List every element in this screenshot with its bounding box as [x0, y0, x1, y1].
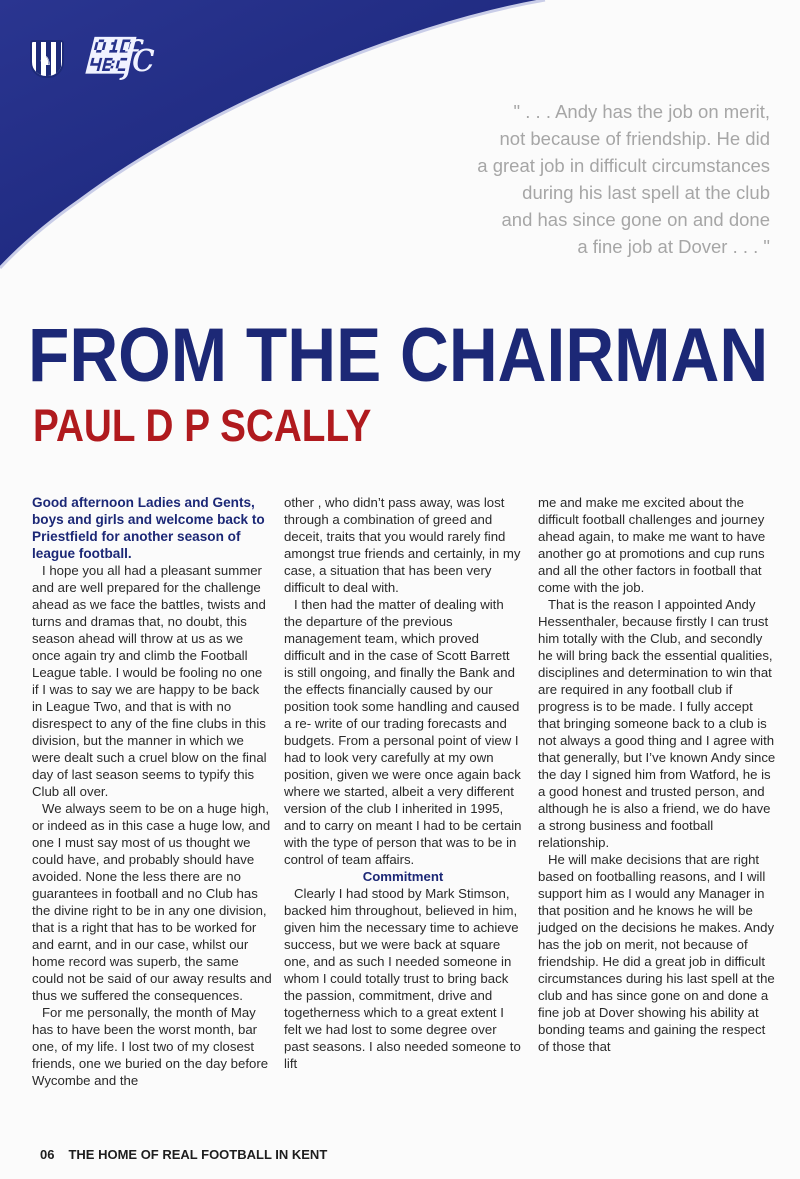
pull-quote-line: " . . . Andy has the job on merit, — [513, 101, 770, 122]
club-monogram-logo: 𝒼fc — [86, 32, 150, 81]
article-column-3 — [538, 494, 778, 1055]
article-paragraph: me and make me excited about the difficult football challenges and journey ahead again, to make me want to have another go at promotions and cup runs and all the other factors in football that come with the job. — [538, 495, 766, 595]
article-column-1 — [32, 494, 272, 1089]
club-crest-icon — [30, 40, 64, 78]
page-number: 06 — [40, 1147, 55, 1162]
article-paragraph: I hope you all had a pleasant summer and are well prepared for the challenge ahead as we face the battles, twists and turns and dramas that, no doubt, this season ahead will throw at us as we once again try and climb the Football League table. I would be fooling no one if I was to say we are happy to be back in League Two, and that is with no disrespect to any of the fine clubs in this division, but the manner in which we were dealt such a cruel blow on the final day of last season seems to typify this Club all over. — [32, 563, 267, 799]
pull-quote-line: a great job in difficult circumstances — [477, 155, 770, 176]
pull-quote-line: during his last spell at the club — [522, 182, 770, 203]
horse-crest-icon: ♞ — [38, 50, 53, 69]
article-paragraph: Clearly I had stood by Mark Stimson, backed him throughout, believed in him, given him the necessary time to achieve success, but we were back at square one, and as such I needed someone in whom I could totally trust to bring back the passion, commitment, drive and togetherness which to a great extent I felt we had lost to some degree over past seasons. I also needed someone to lift — [284, 886, 521, 1071]
article-paragraph: other , who didn’t pass away, was lost through a combination of greed and deceit, traits that you would rarely find amongst true friends and certainly, in my case, a situation that has been very difficult to deal with. — [284, 495, 521, 595]
page-footer — [40, 1147, 327, 1162]
article-paragraph: I then had the matter of dealing with the departure of the previous management team, which proved difficult and in the case of Scott Barrett is still ongoing, and finally the Bank and the effects financially caused by our position took some handling and caused a re- write of our trading forecasts and budgets. From a personal point of view I had to look very carefully at my own position, given we were once again back where we started, albeit a very different version of the club I inherited in 1995, and to carry on meant I had to be certain with the type of person that was to be in control of team affairs. — [284, 597, 522, 867]
article-paragraph: For me personally, the month of May has to have been the worst month, bar one, of my life. I lost two of my closest friends, one we buried on the day before Wycombe and the — [32, 1005, 269, 1088]
pull-quote-line: not because of friendship. He did — [499, 128, 770, 149]
article-column-2 — [284, 494, 522, 1072]
article-paragraph: We always seem to be on a huge high, or indeed as in this case a huge low, and one I must say most of us thought we could have, and probably should have avoided. None the less there are no guarantees in football and no Club has the divine right to be in any one division, that is a right that has to be worked for and earnt, and in our case, whilst our home record was superb, the same could not be said of our away results and thus we suffered the consequences. — [32, 801, 272, 1003]
footer-tagline: THE HOME OF REAL FOOTBALL IN KENT — [68, 1147, 328, 1162]
article-paragraph: He will make decisions that are right based on footballing reasons, and I will support him as I would any Manager in that position and he knows he will be judged on the decisions he makes. Andy has the job on merit, not because of friendship. He did a great job in difficult circumstances during his last spell at the club and has since gone on and done a fine job at Dover showing his ability at bonding teams and gaining the respect of those that — [538, 852, 775, 1054]
pull-quote — [350, 98, 770, 260]
article-paragraph: That is the reason I appointed Andy Hessenthaler, because firstly I can trust him totally with the Club, and secondly he will bring back the essential qualities, disciplines and determination to win that are required in any football club if progress is to be made. I fully accept that bringing someone back to a club is not always a good thing and I agree with that generally, but I’ve known Andy since the day I signed him from Watford, he is a good honest and trusted person, and although he is also a friend, we do have a strong business and football relationship. — [538, 597, 776, 850]
page-headline: FROM THE CHAIRMAN — [28, 313, 769, 398]
author-byline: PAUL D P SCALLY — [33, 400, 372, 451]
section-subhead: Commitment — [362, 869, 444, 884]
pull-quote-line: a fine job at Dover . . . " — [577, 236, 770, 257]
pull-quote-line: and has since gone on and done — [501, 209, 770, 230]
article-intro: Good afternoon Ladies and Gents, boys and girls and welcome back to Priestfield for another season of league football. — [32, 495, 265, 561]
